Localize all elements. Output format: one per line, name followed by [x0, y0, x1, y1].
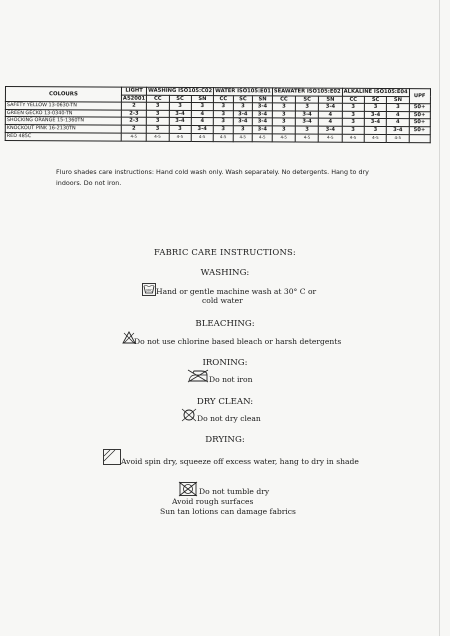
table-cell: 3 [169, 103, 191, 111]
table-cell: 4 [387, 119, 409, 127]
table-cell: 3-4 [364, 119, 386, 127]
sub-header: SC [169, 95, 191, 103]
table-cell: 3 [147, 110, 169, 118]
table-cell: 3 [364, 126, 386, 134]
sub-header: SN [191, 95, 213, 103]
colour-name: GREEN GECKO 13-0340-TN [5, 109, 121, 117]
table-cell: 50+ [409, 111, 430, 119]
table-cell: 2 [121, 125, 146, 133]
table-cell: 3 [342, 111, 364, 119]
table-cell: 3 [213, 126, 233, 134]
rough-surfaces-text: Avoid rough surfaces [172, 497, 254, 506]
table-cell: 50+ [409, 119, 430, 127]
upf-header: UPF [409, 89, 430, 104]
table-cell: 3 [213, 110, 233, 118]
sub-header: CC [272, 95, 295, 103]
table-cell: 3-4 [253, 118, 273, 126]
table-cell: 3 [146, 125, 168, 133]
table-cell [409, 134, 430, 142]
table-cell: 4 [319, 119, 342, 127]
table-cell: 4-5 [272, 133, 295, 141]
table-cell: 4 [191, 118, 213, 126]
drying-text: Avoid spin dry, squeeze off excess water, hang to dry in shade [121, 457, 359, 466]
sub-header: CC [342, 96, 364, 104]
table-cell: 4-5 [342, 134, 364, 142]
table-cell: 3 [146, 118, 168, 126]
sub-header: SC [296, 96, 319, 104]
table-cell: 3 [342, 119, 364, 127]
light-header: LIGHT [121, 87, 146, 95]
table-cell: 3 [169, 125, 191, 133]
colour-fastness-table [5, 86, 431, 143]
fluro-care-instructions: Fluro shades care instructions: Hand cold wash only. Wash separately. No detergents. Hang to dry indoors. Do not iron. [56, 168, 369, 187]
no-iron-icon [187, 369, 209, 383]
table-cell: 3 [364, 104, 386, 112]
light-standard: AS2001 [122, 95, 146, 102]
table-cell: 3-4 [319, 103, 342, 111]
table-cell: 3 [213, 118, 233, 126]
table-cell: 3-4 [253, 111, 273, 119]
table-cell: 4-5 [213, 133, 233, 141]
table-cell: 3 [342, 126, 364, 134]
table-cell: 3 [272, 126, 295, 134]
colours-header: COLOURS [5, 87, 121, 103]
table-cell: 3-4 [169, 110, 191, 118]
table-cell: 4-5 [146, 133, 168, 141]
water-header: WATER ISO105:E01 [215, 88, 271, 95]
table-cell: 3 [342, 103, 364, 111]
table-cell: 4-5 [233, 133, 253, 141]
table-cell: 3 [295, 126, 318, 134]
table-cell: 4-5 [169, 133, 191, 141]
table-cell: 3-4 [233, 118, 253, 126]
table-cell: 2-3 [121, 110, 146, 118]
table-cell: 3-4 [253, 126, 273, 134]
table-cell: 3-4 [295, 118, 318, 126]
scan-edge-line [439, 0, 440, 636]
colour-name: SHOCKING ORANGE 15-1360TN [5, 117, 121, 125]
bleaching-heading: BLEACHING: [195, 319, 255, 329]
table-cell: 4-5 [364, 134, 386, 142]
table-cell: 50+ [409, 127, 430, 135]
table-cell: 3 [272, 103, 295, 111]
table-cell: 3-4 [169, 118, 191, 126]
table-cell: 3-4 [295, 111, 318, 119]
washing-heading: WASHING: [200, 268, 250, 278]
dry-clean-heading: DRY CLEAN: [196, 397, 254, 407]
table-cell: 4-5 [295, 134, 318, 142]
sub-header: CC [147, 95, 169, 103]
table-cell: 2 [121, 102, 146, 110]
table-cell: 4-5 [319, 134, 342, 142]
wash-temperature-label: 30C [145, 288, 153, 293]
table-cell: 3 [147, 102, 169, 110]
table-cell: 4-5 [387, 134, 409, 142]
table-cell: 3 [214, 103, 234, 111]
table-cell: 4-5 [191, 133, 213, 141]
lotions-text: Sun tan lotions can damage fabrics [160, 507, 296, 516]
table-cell: 3 [387, 104, 409, 112]
table-cell: 3 [295, 103, 318, 111]
sub-header: SN [253, 95, 273, 103]
washing-text-line1: Hand or gentle machine wash at 30° C or [156, 287, 317, 296]
sub-header: SC [364, 96, 386, 104]
wash-basin-30c-icon [142, 283, 156, 296]
table-cell: 3-4 [233, 110, 253, 118]
table-cell: 4 [191, 110, 213, 118]
table-cell: 4 [387, 111, 409, 119]
dry-clean-text: Do not dry clean [197, 414, 261, 423]
colour-name: KNOCKOUT PINK 16-2130TN [5, 124, 121, 132]
table-cell: 4-5 [121, 133, 146, 141]
no-tumble-dry-icon [178, 481, 198, 497]
colour-name: SAFETY YELLOW 13-0630-TN [5, 102, 121, 110]
table-cell: 3 [233, 126, 253, 134]
table-cell: 3 [272, 118, 295, 126]
tumble-dry-text: Do not tumble dry [199, 487, 270, 496]
table-cell: 4-5 [252, 133, 272, 141]
table-cell: 50+ [409, 104, 430, 112]
table-cell: 3 [191, 103, 213, 111]
ironing-text: Do not iron [209, 375, 253, 384]
table-cell: 2-3 [121, 117, 146, 125]
table-cell: 3-4 [364, 111, 386, 119]
table-cell: 3-4 [319, 126, 342, 134]
table-cell: 4 [319, 111, 342, 119]
table-cell: 3 [233, 103, 253, 111]
sub-header: SN [387, 96, 409, 104]
sub-header: CC [214, 95, 234, 103]
drying-heading: DRYING: [205, 435, 245, 445]
ironing-heading: IRONING: [202, 358, 248, 368]
bleaching-text: Do not use chlorine based bleach or harsh detergents [134, 337, 342, 346]
washing-text-line2: cold water [202, 296, 243, 305]
table-cell: 3-4 [387, 126, 409, 134]
washing-header: WASHING ISO105:C02 [148, 87, 213, 95]
dry-in-shade-icon [103, 449, 121, 465]
table-cell: 3-4 [191, 125, 213, 133]
colour-name: RED 485C [5, 132, 121, 141]
sub-header: SC [233, 95, 253, 103]
table-cell: 3 [272, 111, 295, 119]
table-cell: 3-4 [253, 103, 273, 111]
no-dry-clean-icon [181, 408, 197, 422]
seawater-header: SEAWATER ISO105:E02 [273, 88, 341, 95]
fabric-care-title: FABRIC CARE INSTRUCTIONS: [154, 247, 296, 257]
sub-header: SN [319, 96, 342, 104]
table-row [5, 132, 430, 142]
alkaline-header: ALKALINE ISO105:E04 [343, 88, 408, 96]
